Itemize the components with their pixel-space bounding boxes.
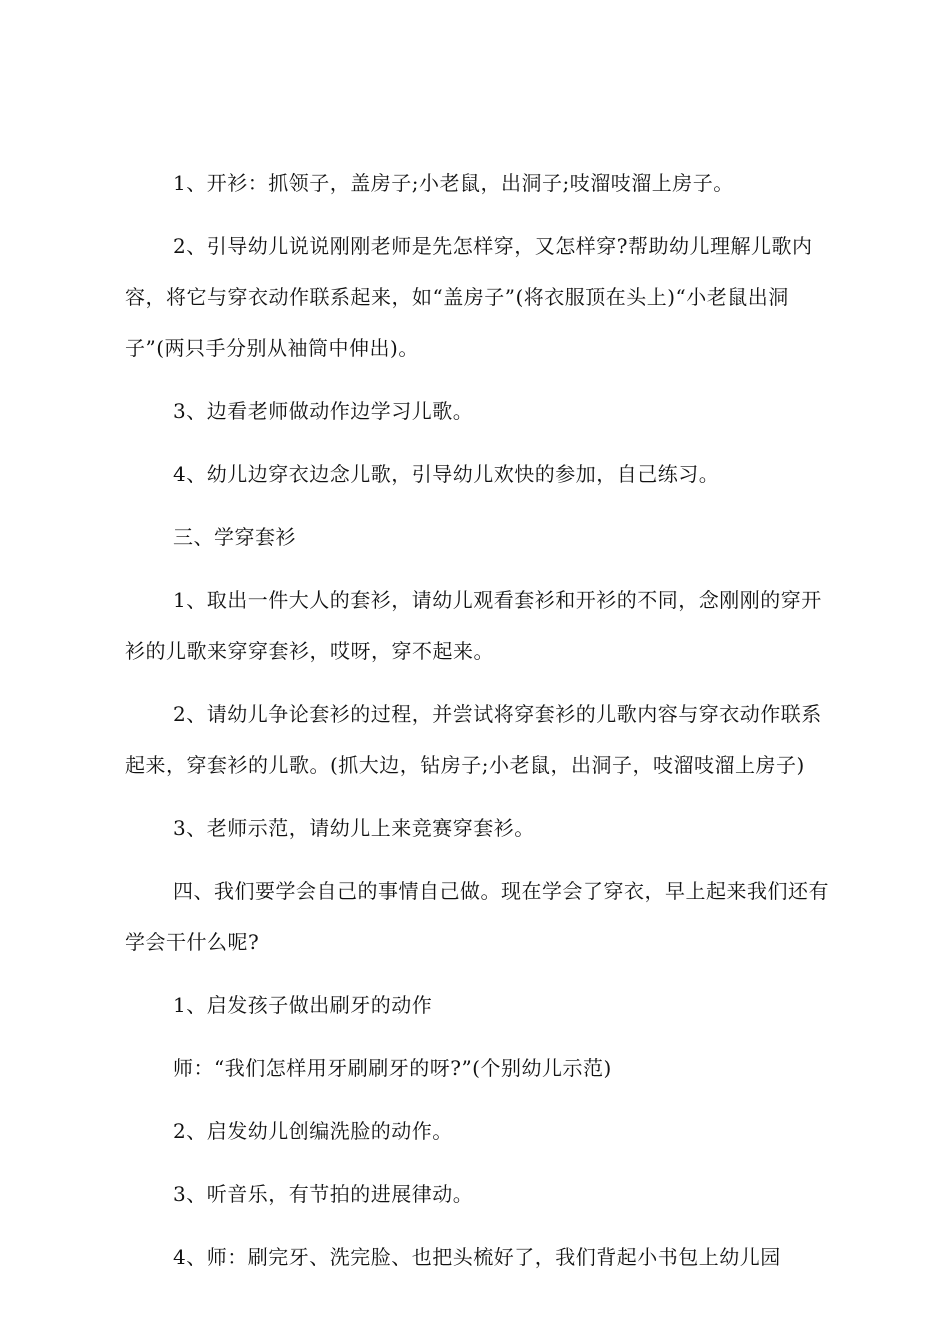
paragraph-6: 2、请幼儿争论套衫的过程，并尝试将穿套衫的儿歌内容与穿衣动作联系起来，穿套衫的儿歌。(抓大边，钻房子;小老鼠，出洞子，吱溜吱溜上房子) — [125, 702, 822, 777]
paragraph-9: 师：“我们怎样用牙刷刷牙的呀?”(个别幼儿示范) — [173, 1056, 612, 1080]
paragraph-10: 2、启发幼儿创编洗脸的动作。 — [173, 1119, 453, 1143]
paragraph-3: 3、边看老师做动作边学习儿歌。 — [173, 399, 474, 423]
paragraph-2: 2、引导幼儿说说刚刚老师是先怎样穿，又怎样穿?帮助幼儿理解儿歌内容，将它与穿衣动作联系起来，如“盖房子”(将衣服顶在头上)“小老鼠出洞子”(两只手分别从袖筒中伸出)。 — [125, 234, 813, 360]
paragraph-12: 4、师：刷完牙、洗完脸、也把头梳好了，我们背起小书包上幼儿园 — [173, 1245, 781, 1269]
paragraph-7: 3、老师示范，请幼儿上来竞赛穿套衫。 — [173, 816, 535, 840]
paragraph-5: 1、取出一件大人的套衫，请幼儿观看套衫和开衫的不同，念刚刚的穿开衫的儿歌来穿穿套衫，哎呀，穿不起来。 — [125, 588, 822, 663]
section-heading-4: 四、我们要学会自己的事情自己做。现在学会了穿衣，早上起来我们还有学会干什么呢? — [125, 879, 829, 954]
section-heading-3: 三、学穿套衫 — [173, 525, 296, 549]
paragraph-11: 3、听音乐，有节拍的进展律动。 — [173, 1182, 474, 1206]
document-body — [125, 158, 835, 1283]
paragraph-8: 1、启发孩子做出刷牙的动作 — [173, 993, 433, 1017]
paragraph-1: 1、开衫：抓领子，盖房子;小老鼠，出洞子;吱溜吱溜上房子。 — [173, 171, 734, 195]
paragraph-4: 4、幼儿边穿衣边念儿歌，引导幼儿欢快的参加，自己练习。 — [173, 462, 720, 486]
